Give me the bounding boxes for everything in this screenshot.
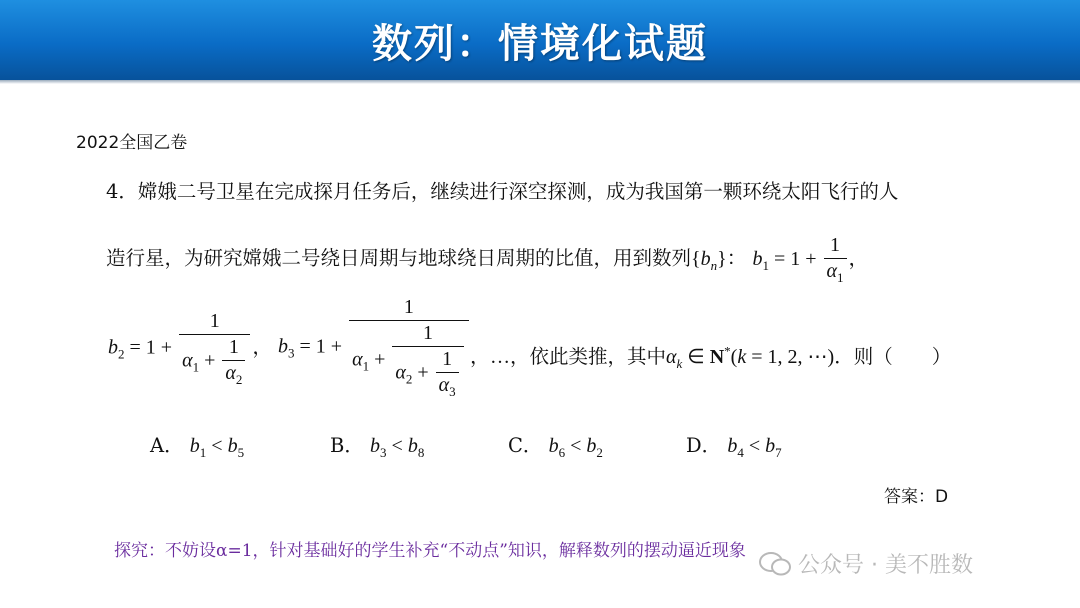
- explore-note: 探究：不妨设α=1，针对基础好的学生补充“不动点”知识，解释数列的摆动逼近现象: [114, 541, 746, 561]
- problem-line-2: 造行星，为研究嫦娥二号绕日周期与地球绕日周期的比值，用到数列$\{b_n\}$： $b_1 = 1$ + $\frac{1}{\alpha_1}$ ，: [106, 234, 869, 285]
- problem-number: 4．: [106, 180, 138, 203]
- problem-text-2: 造行星，为研究嫦娥二号绕日周期与地球绕日周期的比值，用到数列: [106, 246, 692, 270]
- problem-text-4: ．则（ ）: [834, 345, 952, 368]
- option-d[interactable]: D． $b_4 < b_7$: [686, 434, 782, 460]
- problem-line-3: ，…，依此类推，其中$\alpha_k$ ∈ N*(k = 1, 2, ⋯)．则（ ）: [470, 343, 952, 371]
- watermark: [758, 548, 973, 579]
- title-divider: [0, 80, 1080, 84]
- option-c[interactable]: C． $b_6 < b_2$: [508, 434, 603, 460]
- watermark-text: 公众号 · 美不胜数: [798, 553, 973, 578]
- page-title: 数列：情境化试题: [372, 19, 708, 67]
- problem-line-1: [106, 176, 898, 204]
- wechat-icon: [758, 551, 792, 577]
- formula-b3: $b_3 = 1$ + 1 $\alpha_1$ + 1 $\alpha_2$ + $\frac{1}{\alpha_3}$: [278, 296, 471, 400]
- option-b[interactable]: B． $b_3 < b_8$: [330, 434, 425, 460]
- source-label: 2022全国乙卷: [76, 133, 188, 153]
- alpha-condition: $\alpha_k$ ∈ N*(k = 1, 2, ⋯): [666, 343, 835, 371]
- answer-label: 答案：D: [884, 487, 949, 507]
- formula-b1: $b_1 = 1$ + $\frac{1}{\alpha_1}$ ，: [752, 234, 869, 285]
- formula-b2: $b_2 = 1$ + 1 $\alpha_1$ + $\frac{1}{\alpha_2}$ ，: [108, 310, 273, 387]
- sequence-notation: $\{b_n\}$: [691, 247, 727, 273]
- problem-text-1: 嫦娥二号卫星在完成探月任务后，继续进行深空探测，成为我国第一颗环绕太阳飞行的人: [137, 180, 899, 203]
- option-a[interactable]: A． $b_1 < b_5$: [150, 434, 245, 460]
- problem-text-3: ，依此类推，其中: [510, 345, 667, 368]
- title-bar: [0, 0, 1080, 80]
